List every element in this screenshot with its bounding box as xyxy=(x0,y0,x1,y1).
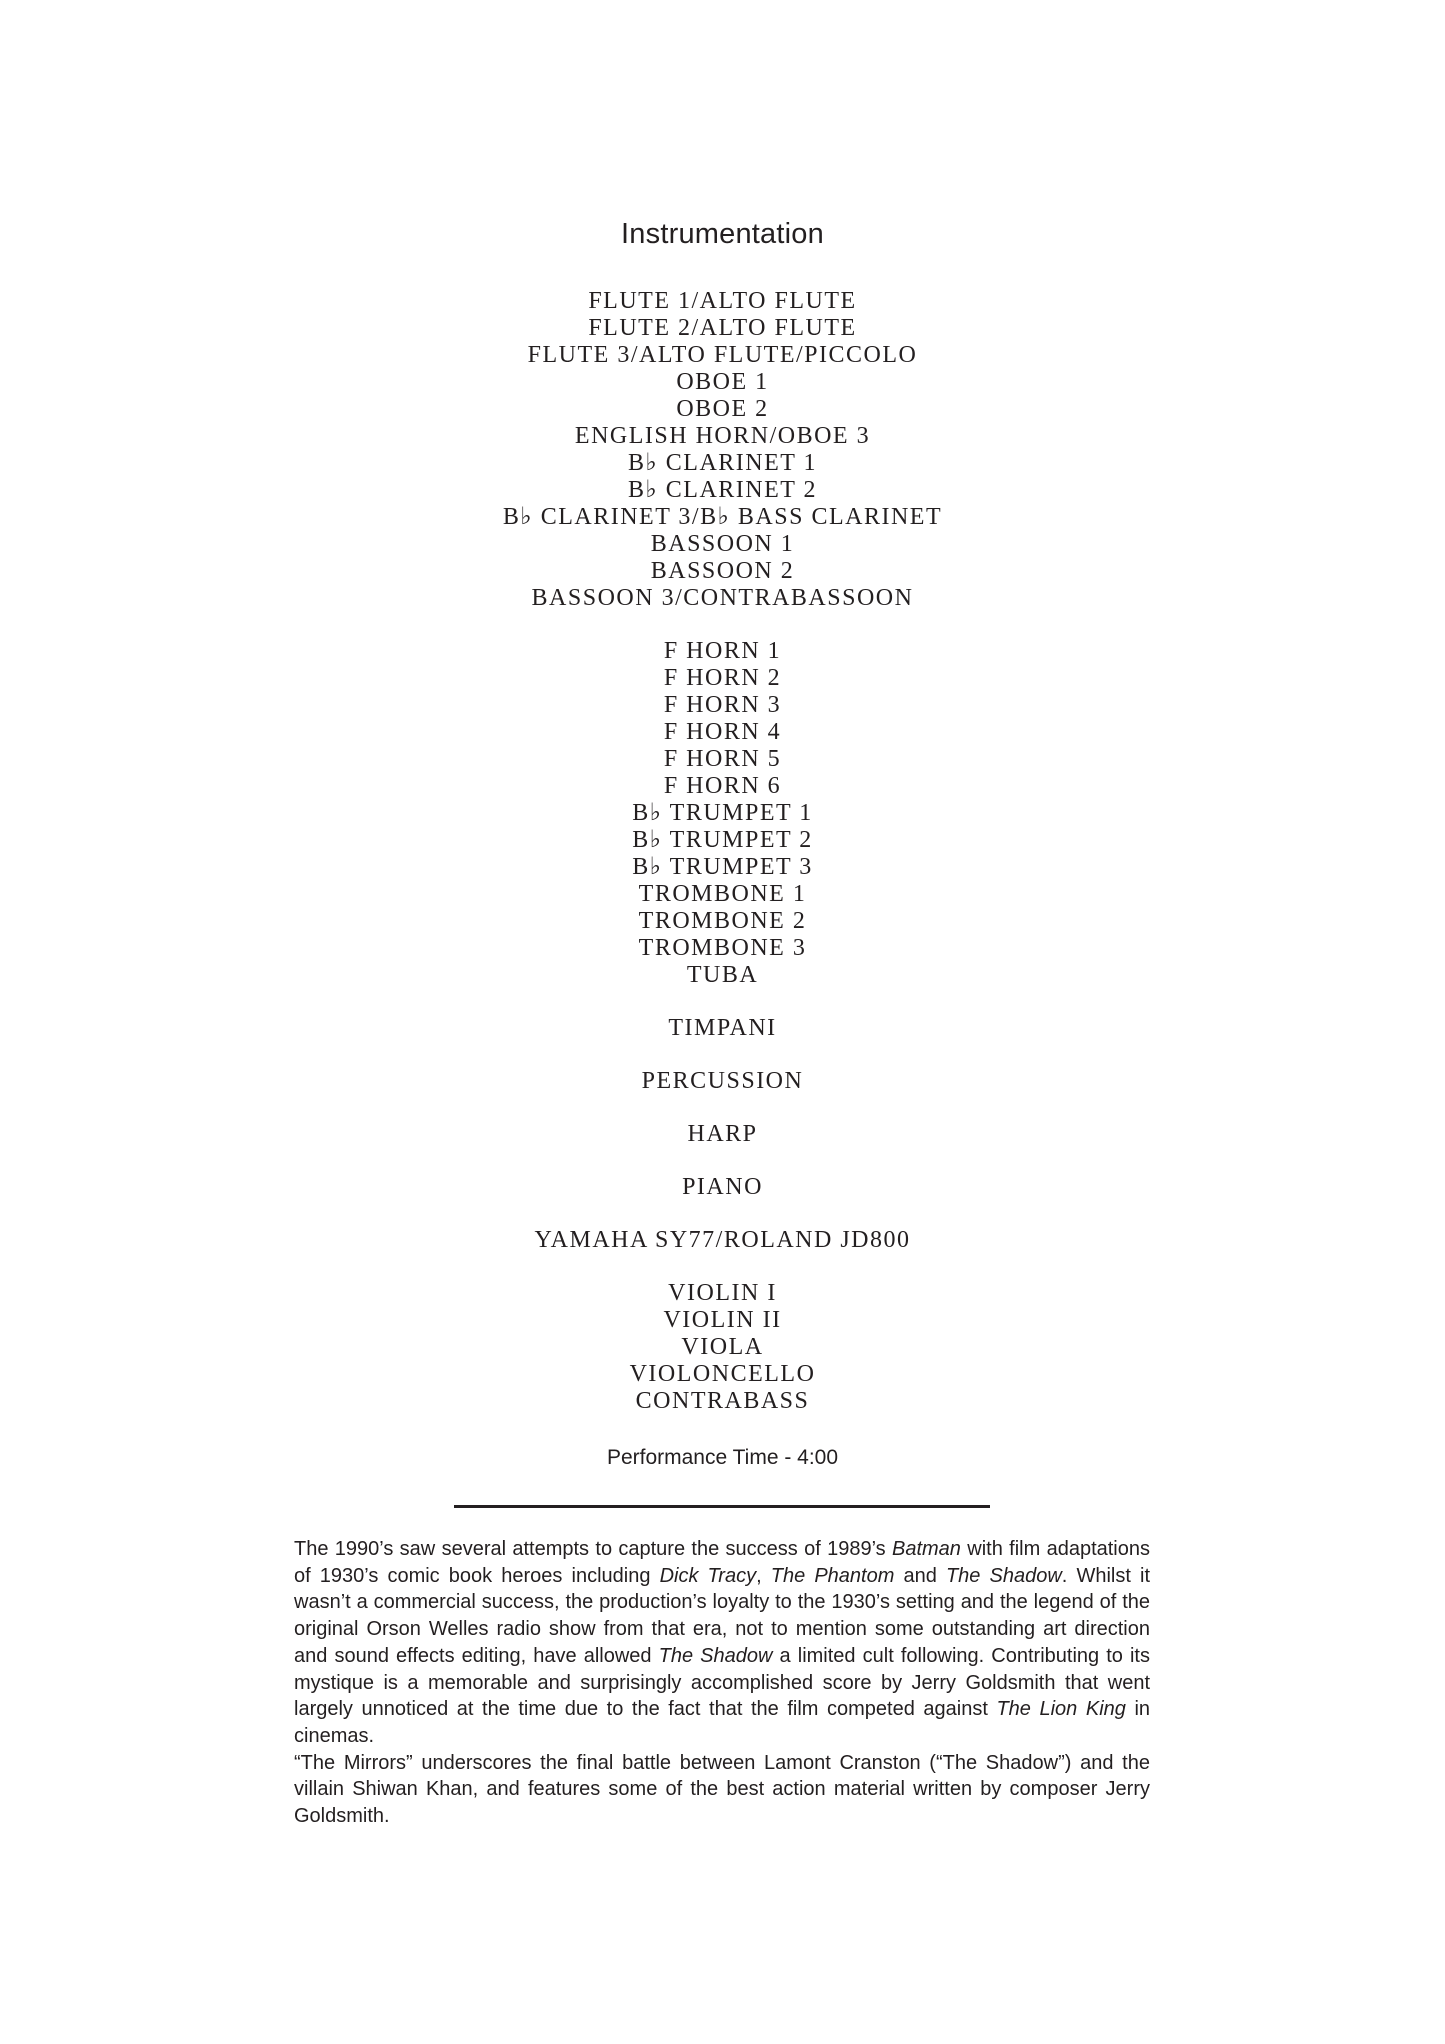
film-title: The Shadow xyxy=(658,1644,773,1667)
notes-text: , xyxy=(756,1564,771,1587)
program-notes-paragraph-2: “The Mirrors” underscores the final battle between Lamont Cranston (“The Shadow”) and the villain Shiwan Khan, and features some of the best action material written by composer Jerry Goldsmith. xyxy=(294,1751,1150,1828)
instrument-item: VIOLIN I xyxy=(668,1280,777,1306)
notes-text: . Whilst it wasn’t a commercial success, the production’s loyalty to the 1930’s setting and the legend of the original Orson Welles radio show from that era, not to mention some outstanding art direction and sound effects editing, have allowed xyxy=(294,1564,1150,1667)
instrument-item: TROMBONE 1 xyxy=(638,881,807,907)
instrument-item: VIOLONCELLO xyxy=(629,1361,816,1387)
instrument-item: F HORN 1 xyxy=(663,638,782,664)
instrument-item: HARP xyxy=(687,1121,758,1147)
instrument-item: OBOE 2 xyxy=(676,396,769,422)
instrument-list xyxy=(0,288,1445,1415)
instrument-item: TROMBONE 3 xyxy=(638,935,807,961)
instrument-item: BASSOON 2 xyxy=(650,558,795,584)
program-notes xyxy=(294,1536,1150,1830)
instrument-item: PERCUSSION xyxy=(641,1068,804,1094)
instrument-item: F HORN 2 xyxy=(663,665,782,691)
film-title: The Phantom xyxy=(770,1564,895,1587)
film-title: Dick Tracy xyxy=(659,1564,757,1587)
notes-text: The 1990’s saw several attempts to capture the success of 1989’s xyxy=(294,1538,892,1560)
notes-text: with film adaptations of 1930’s comic book heroes including xyxy=(294,1538,1150,1587)
notes-text: and xyxy=(894,1564,946,1587)
instrument-item: F HORN 5 xyxy=(663,746,782,772)
film-title: Batman xyxy=(892,1538,961,1560)
instrument-item: YAMAHA SY77/ROLAND JD800 xyxy=(534,1227,911,1253)
instrument-item: BASSOON 1 xyxy=(650,531,795,557)
instrument-item: F HORN 4 xyxy=(663,719,782,745)
instrument-item: ENGLISH HORN/OBOE 3 xyxy=(574,423,871,449)
instrument-item: B♭ TRUMPET 3 xyxy=(632,854,813,880)
instrument-item: TUBA xyxy=(686,962,759,988)
instrument-item: B♭ CLARINET 3/B♭ BASS CLARINET xyxy=(502,504,943,530)
instrument-item: VIOLIN II xyxy=(663,1307,782,1333)
instrument-item: FLUTE 3/ALTO FLUTE/PICCOLO xyxy=(527,342,918,368)
instrument-item: CONTRABASS xyxy=(635,1388,810,1414)
instrument-item: F HORN 6 xyxy=(663,773,782,799)
instrument-item: B♭ CLARINET 1 xyxy=(627,450,818,476)
instrument-item: F HORN 3 xyxy=(663,692,782,718)
instrument-item: B♭ TRUMPET 2 xyxy=(632,827,813,853)
instrument-item: B♭ CLARINET 2 xyxy=(627,477,818,503)
notes-text: a limited cult following. Contributing to its mystique is a memorable and surprisingly accomplished score by Jerry Goldsmith that went largely unnoticed at the time due to the fact that the film competed against xyxy=(294,1644,1150,1721)
page-title: Instrumentation xyxy=(621,218,824,250)
instrument-item: VIOLA xyxy=(681,1334,764,1360)
instrument-item: TROMBONE 2 xyxy=(638,908,807,934)
program-notes-paragraph-1 xyxy=(294,1536,1150,1750)
film-title: The Shadow xyxy=(945,1564,1062,1587)
instrument-item: BASSOON 3/CONTRABASSOON xyxy=(531,585,914,611)
instrument-item: FLUTE 1/ALTO FLUTE xyxy=(588,288,857,314)
divider-rule xyxy=(454,1505,990,1508)
instrument-item: B♭ TRUMPET 1 xyxy=(632,800,813,826)
instrument-item: FLUTE 2/ALTO FLUTE xyxy=(588,315,857,341)
instrument-item: OBOE 1 xyxy=(676,369,769,395)
instrument-item: PIANO xyxy=(682,1174,763,1200)
notes-text: in cinemas. xyxy=(294,1698,1151,1747)
instrument-item: TIMPANI xyxy=(668,1015,777,1041)
film-title: The Lion King xyxy=(996,1698,1126,1721)
performance-time: Performance Time - 4:00 xyxy=(606,1446,839,1469)
